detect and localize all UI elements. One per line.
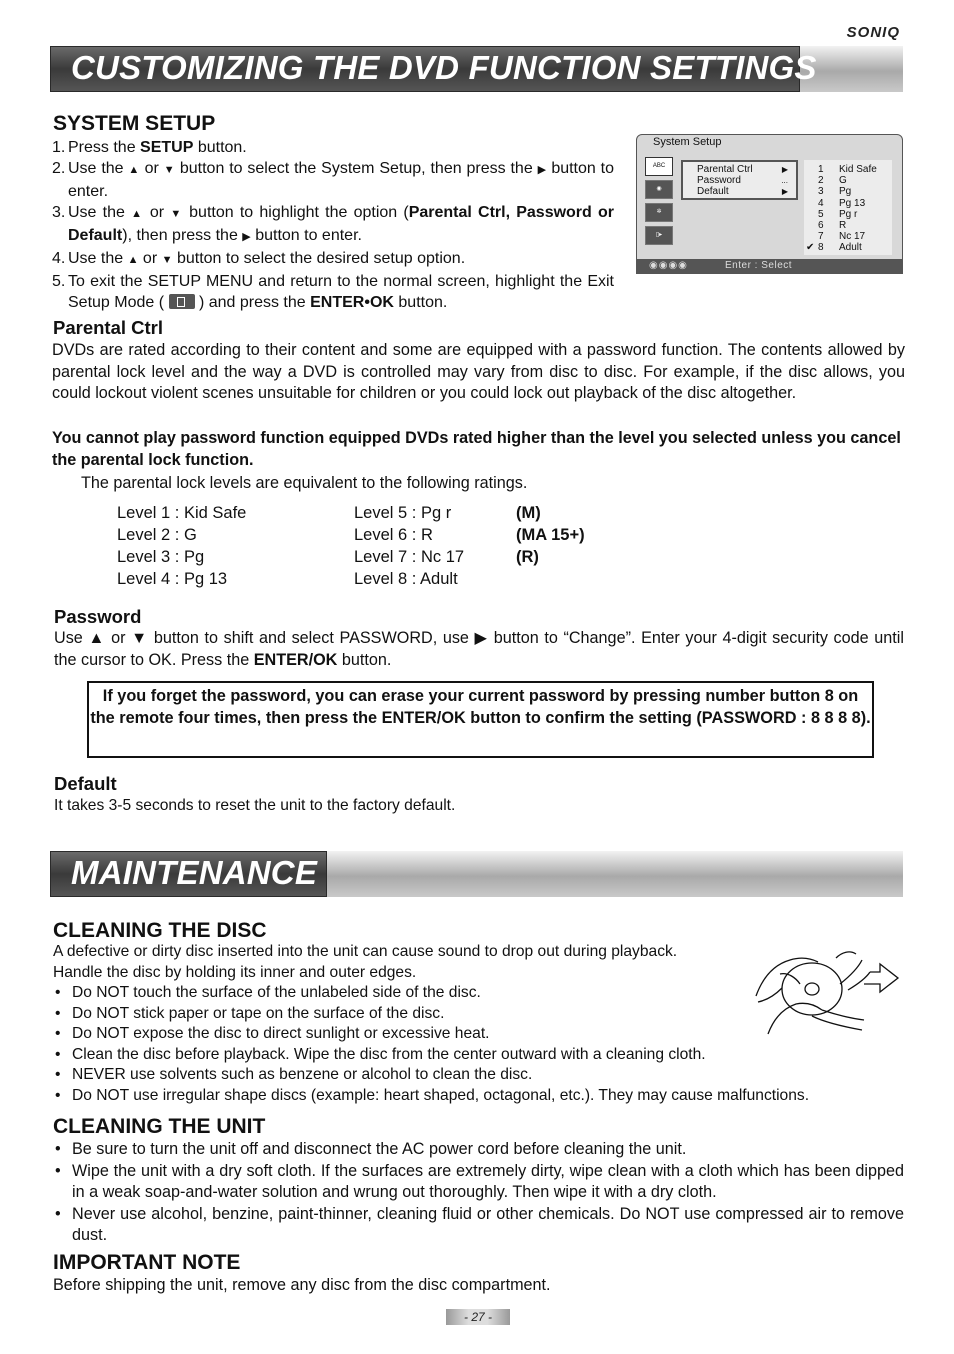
menu-levels-panel — [804, 160, 892, 255]
default-heading: Default — [54, 773, 117, 794]
up-arrow-icon: ▲ — [128, 164, 140, 176]
menu-option: Password ... — [697, 175, 788, 186]
level-row: 2 G — [818, 175, 847, 187]
page-number: - 27 - — [446, 1309, 510, 1325]
parental-body: DVDs are rated according to their content and some are equipped with a password function. The contents allowed by parental lock level and the way a DVD is controlled may vary from disc to disc. For example, if the disc allows, you could lockout violent scenes unsuitable for children or you could lock out playback of the disc altogether. — [52, 341, 905, 402]
menu-option: Parental Ctrl ▶ — [697, 164, 788, 175]
password-heading: Password — [54, 606, 142, 627]
rating-cell: Level 6 : R — [354, 526, 433, 544]
section-title: CUSTOMIZING THE DVD FUNCTION SETTINGS — [71, 49, 817, 86]
rating-cell: Level 4 : Pg 13 — [117, 570, 228, 588]
section-title: MAINTENANCE — [71, 854, 318, 891]
brand-logo: SONIQ — [846, 24, 900, 41]
level-row: ✔ 8 Adult — [806, 242, 862, 254]
important-note-body: Before shipping the unit, remove any disc from the disc compartment. — [53, 1276, 551, 1294]
menu-footer-hint: Enter : Select — [725, 260, 793, 271]
parental-heading: Parental Ctrl — [53, 317, 164, 338]
password-reset-notice: If you forget the password, you can erase your current password by pressing number button 8 on the remote four times, then press the ENTER/OK button to confirm the setting (PASSWORD : 8 8 8 8). — [87, 681, 874, 758]
important-note-heading: IMPORTANT NOTE — [53, 1251, 241, 1274]
cleaning-unit-heading: CLEANING THE UNIT — [53, 1115, 266, 1138]
menu-footer — [637, 259, 902, 273]
gear-icon: ✲ — [645, 203, 673, 222]
section-banner-customizing — [50, 46, 903, 92]
system-setup-heading: SYSTEM SETUP — [53, 112, 216, 135]
step-item: 1. Press the SETUP button. — [52, 139, 247, 156]
list-item: • Do NOT expose the disc to direct sunlight or excessive heat. — [53, 1024, 903, 1045]
right-arrow-icon: ▶ — [474, 629, 489, 647]
menu-options-panel — [681, 160, 798, 200]
check-icon: ✔ — [806, 242, 815, 254]
level-row: 6 R — [818, 219, 847, 231]
list-item: • Be sure to turn the unit off and disconnect the AC power cord before cleaning the unit. — [53, 1139, 904, 1161]
list-item: • NEVER use solvents such as benzene or alcohol to clean the disc. — [53, 1065, 903, 1086]
cleaning-disc-heading: CLEANING THE DISC — [53, 919, 267, 942]
disc-handling-illustration — [752, 944, 904, 1036]
right-arrow-icon: ▶ — [781, 187, 788, 196]
up-arrow-icon: ▲ — [127, 254, 139, 266]
setup-menu-screenshot — [636, 134, 903, 274]
rating-cell: Level 3 : Pg — [117, 548, 205, 566]
rating-code: (M) — [516, 504, 541, 522]
step-item: 2. Use the ▲ or ▼ button to select the System Setup, then press the ▶ button to enter. — [52, 160, 615, 200]
navigation-buttons-icon: ◉◉◉◉ — [649, 260, 688, 271]
rating-cell: Level 8 : Adult — [354, 570, 458, 588]
menu-option: Default ▶ — [697, 186, 788, 197]
step-item: 3. Use the ▲ or ▼ button to highlight the option (Parental Ctrl, Password or Default), then press the ▶ button to enter. — [52, 204, 615, 244]
list-item: • Do NOT use irregular shape discs (example: heart shaped, octagonal, etc.). They may cause malfunctions. — [53, 1086, 903, 1107]
level-row: 1 Kid Safe — [818, 164, 877, 175]
step-item: 4. Use the ▲ or ▼ button to select the desired setup option. — [52, 250, 466, 267]
level-row: 3 Pg — [818, 186, 852, 198]
list-item: • Do NOT touch the surface of the unlabeled side of the disc. — [53, 983, 903, 1004]
right-arrow-icon: ▶ — [242, 231, 251, 243]
down-arrow-icon: ▼ — [163, 164, 175, 176]
right-arrow-icon: ▶ — [537, 164, 547, 176]
rating-cell: Level 5 : Pg r — [354, 504, 452, 522]
level-row: 7 Nc 17 — [818, 231, 866, 243]
cleaning-disc-line: A defective or dirty disc inserted into the unit can cause sound to drop out during playback. — [53, 943, 678, 960]
rating-cell: Level 1 : Kid Safe — [117, 504, 247, 522]
list-item: • Clean the disc before playback. Wipe the disc from the center outward with a cleaning cloth. — [53, 1045, 903, 1066]
rating-cell: Level 7 : Nc 17 — [354, 548, 465, 566]
down-arrow-icon: ▼ — [131, 629, 149, 647]
step-item: 5. To exit the SETUP MENU and return to the normal screen, highlight the Exit Setup Mode ( ) and press the ENTER•OK button. — [52, 273, 614, 311]
section-banner-maintenance — [50, 851, 903, 897]
down-arrow-icon: ▼ — [161, 254, 173, 266]
right-arrow-icon: ▶ — [781, 165, 788, 174]
up-arrow-icon: ▲ — [131, 208, 144, 220]
language-icon: ABC — [645, 157, 673, 176]
rating-code: (R) — [516, 548, 539, 566]
up-arrow-icon: ▲ — [88, 629, 106, 647]
disc-icon: ◉ — [645, 180, 673, 199]
parental-warning: You cannot play password function equipped DVDs rated higher than the level you selected unless you cancel the parental lock function. — [52, 429, 901, 469]
cleaning-unit-list — [53, 1139, 904, 1247]
password-dots: ... — [781, 176, 788, 185]
list-item: • Wipe the unit with a dry soft cloth. If the surfaces are extremely dirty, wipe clean with a cloth which has been dipped in a weak soap-and-water solution and wrung out thoroughly. Then wipe it with a dry cloth. — [53, 1161, 904, 1204]
exit-setup-icon — [169, 294, 195, 309]
level-row: 5 Pg r — [818, 208, 858, 220]
default-body: It takes 3-5 seconds to reset the unit to the factory default. — [54, 797, 456, 814]
list-item: • Never use alcohol, benzine, paint-thinner, cleaning fluid or other chemicals. Do NOT use compressed air to remove dust. — [53, 1204, 904, 1247]
menu-title: System Setup — [653, 136, 722, 148]
exit-icon: ▯▸ — [645, 226, 673, 245]
setup-steps-list — [52, 137, 614, 313]
rating-code: (MA 15+) — [516, 526, 585, 544]
cleaning-disc-line: Handle the disc by holding its inner and outer edges. — [53, 964, 417, 981]
parental-intro: The parental lock levels are equivalent to the following ratings. — [81, 474, 528, 492]
level-row: 4 Pg 13 — [818, 197, 866, 209]
password-body: Use ▲ or ▼ button to shift and select PASSWORD, use ▶ button to “Change”. Enter your 4-digit security code until the cursor to OK. Press the ENTER/OK button. — [54, 629, 904, 669]
rating-cell: Level 2 : G — [117, 526, 197, 544]
menu-icon-column — [645, 157, 675, 249]
list-item: • Do NOT stick paper or tape on the surface of the disc. — [53, 1004, 903, 1025]
down-arrow-icon: ▼ — [170, 208, 183, 220]
